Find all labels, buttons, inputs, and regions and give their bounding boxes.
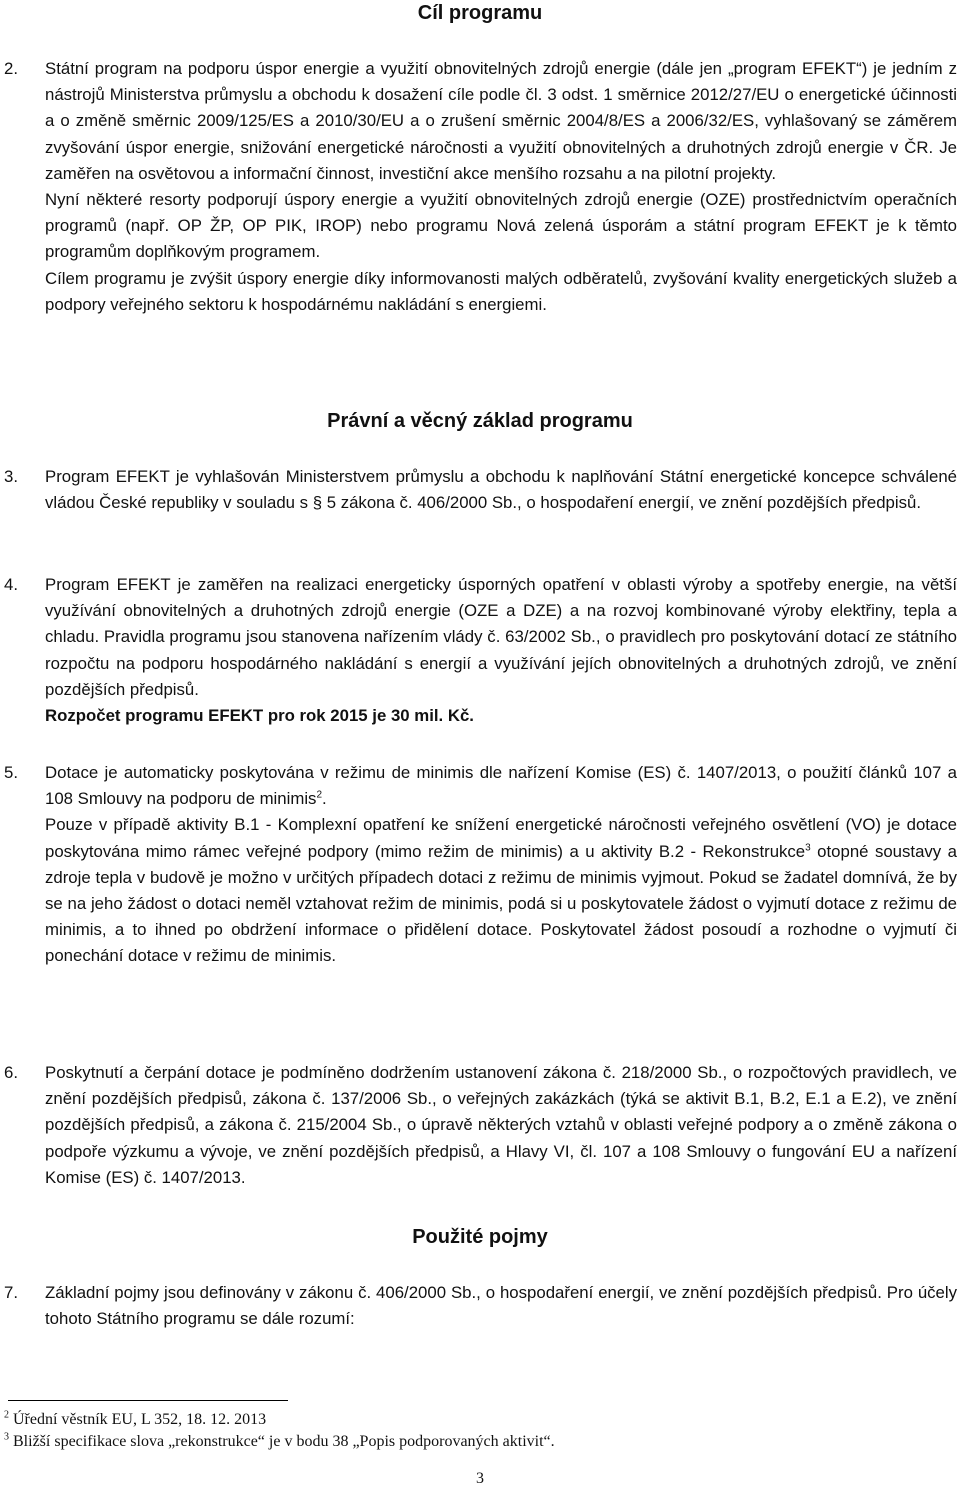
- item-6-paragraph: Poskytnutí a čerpání dotace je podmíněno dodržením ustanovení zákona č. 218/2000 Sb., o rozpočtových pravidlech, ve znění pozdějších předpisů, zákona č. 137/2006 Sb., o veřejných zakázkách (týká se aktivit B.1, B.2, E.1 a E.2), ve znění pozdějších předpisů, a zákona č. 215/2004 Sb., o úpravě některých vztahů v oblasti veřejné podpory a o změně zákona o podpoře výzkumu a vývoje, ve znění pozdějších předpisů, a Hlavy VI, čl. 107 a 108 Smlouvy o fungování EU a nařízení Komise (ES) č. 1407/2013.: [45, 1063, 957, 1187]
- item-number-4: 4.: [4, 575, 18, 594]
- footnote-2-text: Úřední věstník EU, L 352, 18. 12. 2013: [9, 1411, 267, 1428]
- footnote-2: [4, 1410, 266, 1430]
- footnote-3-text: Bližší specifikace slova „rekonstrukce“ je v bodu 38 „Popis podporovaných aktivit“.: [9, 1433, 555, 1450]
- item-2-paragraph-1: Státní program na podporu úspor energie a využití obnovitelných zdrojů energie (dále jen „program EFEKT“) je jedním z nástrojů Ministerstva průmyslu a obchodu k dosažení cíle podle čl. 3 odst. 1 směrnice 2012/27/EU o energetické účinnosti a o změně směrnic 2009/125/ES a 2010/30/EU a o zrušení směrnic 2004/8/ES a 2006/32/ES, vyhlašovaný se záměrem zvyšování úspor energie, snižování energetické náročnosti a využití obnovitelných a druhotných zdrojů energie v ČR. Je zaměřen na osvětovou a informační činnost, investiční akce menšího rozsahu a na pilotní projekty.: [45, 59, 957, 183]
- footnote-3: [4, 1432, 555, 1452]
- item-6: [45, 1060, 957, 1191]
- item-5-text-1-end: .: [322, 789, 327, 809]
- item-number-7: 7.: [4, 1283, 18, 1302]
- item-5-paragraph-2: [45, 812, 957, 969]
- item-3-paragraph: Program EFEKT je vyhlašován Ministerstvem průmyslu a obchodu k naplňování Státní energetické koncepce schválené vládou České republiky v souladu s § 5 zákona č. 406/2000 Sb., o hospodaření energií, ve znění pozdějších předpisů.: [45, 467, 957, 513]
- item-5-paragraph-1: [45, 760, 957, 812]
- item-2-paragraph-2: Nyní některé resorty podporují úspory energie a využití obnovitelných zdrojů energie (OZE) prostřednictvím operačních programů (např. OP ŽP, OP PIK, IROP) nebo programu Nová zelená úsporám a státní program EFEKT je k těmto programům doplňkovým programem.: [45, 190, 957, 262]
- item-2: [45, 56, 957, 318]
- item-number-2: 2.: [4, 59, 18, 78]
- footnote-divider: [8, 1400, 288, 1401]
- footnote-ref-2: 2: [316, 789, 323, 801]
- footnote-ref-3: 3: [805, 842, 811, 854]
- item-5-text-1: Dotace je automaticky poskytována v režimu de minimis dle nařízení Komise (ES) č. 1407/2013, o použití článků 107 a 108 Smlouvy na podporu de minimis: [45, 763, 957, 809]
- item-7-paragraph: Základní pojmy jsou definovány v zákonu č. 406/2000 Sb., o hospodaření energií, ve znění pozdějších předpisů. Pro účely tohoto Státního programu se dále rozumí:: [45, 1283, 957, 1329]
- item-7: [45, 1280, 957, 1332]
- item-number-5: 5.: [4, 763, 18, 782]
- item-5-text-2: Pouze v případě aktivity B.1 - Komplexní opatření ke snížení energetické náročnosti veřejného osvětlení (VO) je dotace poskytována mimo rámec veřejné podpory (mimo režim de minimis) a u aktivity B.2 - Rekonstrukce: [45, 815, 957, 861]
- item-4: [45, 572, 957, 729]
- item-2-paragraph-3: Cílem programu je zvýšit úspory energie díky informovanosti malých odběratelů, zvyšování kvality energetických služeb a podpory veřejného sektoru k hospodárnému nakládání s energiemi.: [45, 268, 957, 314]
- footnote-3-number: 3: [4, 1431, 9, 1443]
- item-5-text-3: otopné soustavy a zdroje tepla v budově je možno v určitých případech dotaci z režimu de minimis vyjmout. Pokud se žadatel domnívá, že by se na jeho žádost o dotaci neměl vztahovat režim de minimis, podá si u poskytovatele žádost o vyjmutí dotace z režimu de minimis, a to ihned po obdržení informace o přidělení dotace. Poskytovatel žádost posoudí a rozhodne o vyjmutí či ponechání dotace v režimu de minimis.: [45, 841, 957, 966]
- heading-pouzite-pojmy: Použité pojmy: [412, 1226, 548, 1248]
- heading-pravni-zaklad: Právní a věcný základ programu: [327, 410, 633, 432]
- footnote-2-number: 2: [4, 1409, 9, 1421]
- item-3: [45, 464, 957, 516]
- page-number: 3: [476, 1470, 484, 1487]
- item-number-3: 3.: [4, 467, 18, 486]
- heading-cil-programu: Cíl programu: [417, 2, 543, 24]
- item-number-6: 6.: [4, 1063, 18, 1082]
- item-4-budget: Rozpočet programu EFEKT pro rok 2015 je 30 mil. Kč.: [45, 706, 474, 726]
- item-4-paragraph: Program EFEKT je zaměřen na realizaci energeticky úsporných opatření v oblasti výroby a spotřeby energie, na větší využívání obnovitelných a druhotných zdrojů energie (OZE a DZE) a na rozvoj kombinované výroby elektřiny, tepla a chladu. Pravidla programu jsou stanovena nařízením vlády č. 63/2002 Sb., o pravidlech pro poskytování dotací ze státního rozpočtu na podporu hospodárného nakládání s energií a využívání jejích obnovitelných a druhotných zdrojů, ve znění pozdějších předpisů.: [45, 575, 957, 699]
- item-5: [45, 760, 957, 970]
